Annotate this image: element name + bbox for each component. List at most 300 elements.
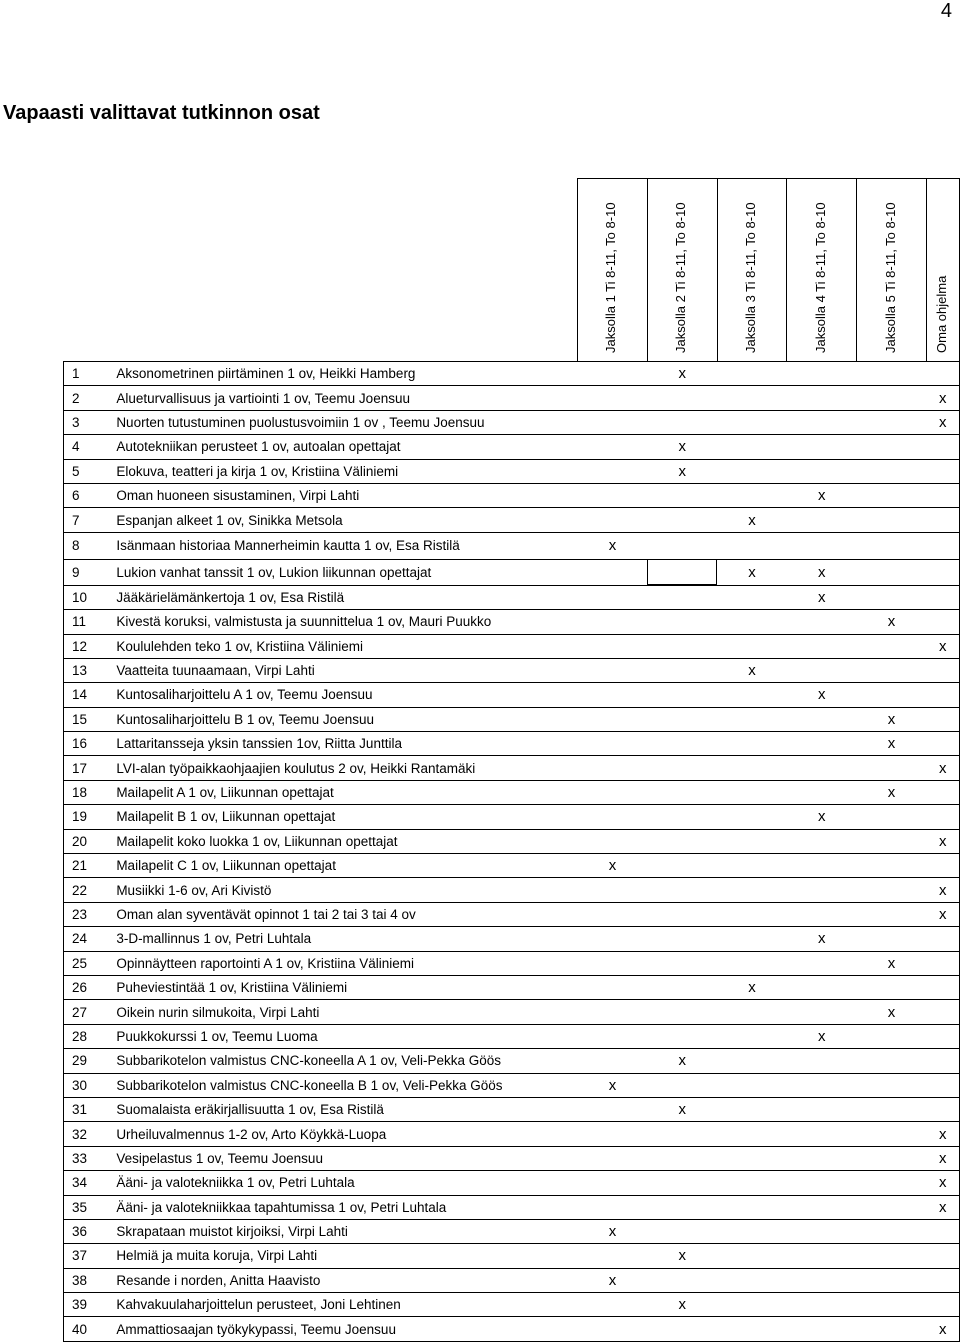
course-name: Musiikki 1-6 ov, Ari Kivistö — [108, 878, 577, 902]
mark-cell-period-4 — [787, 459, 857, 483]
mark-cell-period-2: x — [647, 459, 717, 483]
mark-cell-period-3 — [717, 756, 787, 780]
row-number: 18 — [64, 780, 109, 804]
mark-cell-period-1 — [578, 1195, 648, 1219]
table-row — [64, 1171, 960, 1195]
mark-cell-period-3 — [717, 829, 787, 853]
mark-cell-period-5 — [857, 658, 927, 682]
mark-cell-period-2 — [647, 756, 717, 780]
row-number: 7 — [64, 508, 109, 532]
mark-cell-period-2 — [647, 1146, 717, 1170]
course-name: Jääkärielämänkertoja 1 ov, Esa Ristilä — [108, 585, 577, 609]
table-row — [64, 707, 960, 731]
mark-cell-period-4 — [787, 1049, 857, 1073]
row-number: 17 — [64, 756, 109, 780]
mark-cell-period-6 — [926, 459, 959, 483]
table-row — [64, 780, 960, 804]
mark-cell-period-2 — [647, 829, 717, 853]
mark-cell-period-5 — [857, 1244, 927, 1268]
mark-cell-period-6 — [926, 780, 959, 804]
mark-cell-period-6 — [926, 610, 959, 634]
row-number: 1 — [64, 362, 109, 386]
mark-cell-period-6 — [926, 1000, 959, 1024]
mark-cell-period-5 — [857, 975, 927, 999]
mark-cell-period-4 — [787, 707, 857, 731]
mark-cell-period-1 — [578, 386, 648, 410]
header-blank-number — [64, 179, 109, 362]
mark-cell-period-5 — [857, 805, 927, 829]
row-number: 19 — [64, 805, 109, 829]
mark-cell-period-5 — [857, 927, 927, 951]
mark-cell-period-2 — [647, 483, 717, 507]
course-name: LVI-alan työpaikkaohjaajien koulutus 2 ov, Heikki Rantamäki — [108, 756, 577, 780]
row-number: 9 — [64, 559, 109, 585]
row-number: 20 — [64, 829, 109, 853]
mark-cell-period-6: x — [926, 410, 959, 434]
mark-cell-period-4 — [787, 1122, 857, 1146]
mark-cell-period-5: x — [857, 951, 927, 975]
mark-cell-period-5 — [857, 532, 927, 559]
course-name: Subbarikotelon valmistus CNC-koneella A 1 ov, Veli-Pekka Göös — [108, 1049, 577, 1073]
mark-cell-period-5: x — [857, 707, 927, 731]
mark-cell-period-1 — [578, 410, 648, 434]
mark-cell-period-4 — [787, 1268, 857, 1292]
mark-cell-period-4 — [787, 508, 857, 532]
course-name: Skrapataan muistot kirjoiksi, Virpi Lahti — [108, 1219, 577, 1243]
course-name: Koululehden teko 1 ov, Kristiina Väliniemi — [108, 634, 577, 658]
mark-cell-period-6 — [926, 508, 959, 532]
row-number: 34 — [64, 1171, 109, 1195]
mark-cell-period-1 — [578, 459, 648, 483]
page-title: Vapaasti valittavat tutkinnon osat — [3, 102, 320, 124]
mark-cell-period-6 — [926, 559, 959, 585]
course-name: Kuntosaliharjoittelu B 1 ov, Teemu Joensuu — [108, 707, 577, 731]
mark-cell-period-4 — [787, 1244, 857, 1268]
mark-cell-period-1 — [578, 1317, 648, 1341]
course-name: 3-D-mallinnus 1 ov, Petri Luhtala — [108, 927, 577, 951]
mark-cell-period-1 — [578, 362, 648, 386]
mark-cell-period-6: x — [926, 1195, 959, 1219]
mark-cell-period-4 — [787, 362, 857, 386]
mark-cell-period-1: x — [578, 1219, 648, 1243]
row-number: 33 — [64, 1146, 109, 1170]
mark-cell-period-4 — [787, 780, 857, 804]
mark-cell-period-3 — [717, 1219, 787, 1243]
mark-cell-period-1 — [578, 1000, 648, 1024]
course-name: Lattaritansseja yksin tanssien 1ov, Riitta Junttila — [108, 732, 577, 756]
mark-cell-period-2 — [647, 683, 717, 707]
mark-cell-period-4 — [787, 435, 857, 459]
mark-cell-period-1: x — [578, 1268, 648, 1292]
mark-cell-period-5 — [857, 854, 927, 878]
table-row — [64, 878, 960, 902]
row-number: 28 — [64, 1024, 109, 1048]
mark-cell-period-4 — [787, 1000, 857, 1024]
mark-cell-period-4 — [787, 610, 857, 634]
table-row — [64, 1219, 960, 1243]
row-number: 12 — [64, 634, 109, 658]
header-row — [64, 179, 960, 362]
mark-cell-period-1 — [578, 1293, 648, 1317]
mark-cell-period-1 — [578, 732, 648, 756]
mark-cell-period-4: x — [787, 1024, 857, 1048]
mark-cell-period-2 — [647, 1171, 717, 1195]
mark-cell-period-6 — [926, 532, 959, 559]
mark-cell-period-3 — [717, 1000, 787, 1024]
row-number: 30 — [64, 1073, 109, 1097]
course-name: Ammattiosaajan työkykypassi, Teemu Joensuu — [108, 1317, 577, 1341]
mark-cell-period-4 — [787, 975, 857, 999]
mark-cell-period-1 — [578, 1146, 648, 1170]
course-name: Subbarikotelon valmistus CNC-koneella B 1 ov, Veli-Pekka Göös — [108, 1073, 577, 1097]
course-name: Urheiluvalmennus 1-2 ov, Arto Köykkä-Luopa — [108, 1122, 577, 1146]
row-number: 27 — [64, 1000, 109, 1024]
course-name: Oman alan syventävät opinnot 1 tai 2 tai 3 tai 4 ov — [108, 902, 577, 926]
table-row — [64, 1000, 960, 1024]
page-number: 4 — [940, 0, 952, 22]
mark-cell-period-5: x — [857, 610, 927, 634]
mark-cell-period-2 — [647, 532, 717, 559]
mark-cell-period-3 — [717, 732, 787, 756]
course-schedule-table — [63, 178, 960, 1342]
mark-cell-period-5 — [857, 1146, 927, 1170]
row-number: 2 — [64, 386, 109, 410]
course-name: Puukkokurssi 1 ov, Teemu Luoma — [108, 1024, 577, 1048]
row-number: 24 — [64, 927, 109, 951]
mark-cell-period-1 — [578, 951, 648, 975]
mark-cell-period-6 — [926, 683, 959, 707]
mark-cell-period-5 — [857, 1293, 927, 1317]
mark-cell-period-5 — [857, 508, 927, 532]
mark-cell-period-6 — [926, 927, 959, 951]
column-header-period-2: Jaksolla 2 Ti 8-11, To 8-10 — [647, 179, 717, 362]
mark-cell-period-2 — [647, 1268, 717, 1292]
table-row — [64, 975, 960, 999]
mark-cell-period-4: x — [787, 683, 857, 707]
mark-cell-period-4: x — [787, 585, 857, 609]
mark-cell-period-6 — [926, 975, 959, 999]
course-name: Espanjan alkeet 1 ov, Sinikka Metsola — [108, 508, 577, 532]
mark-cell-period-4 — [787, 878, 857, 902]
mark-cell-period-1 — [578, 1122, 648, 1146]
table-row — [64, 1317, 960, 1341]
course-name: Ääni- ja valotekniikka 1 ov, Petri Luhtala — [108, 1171, 577, 1195]
mark-cell-period-5 — [857, 1097, 927, 1121]
mark-cell-period-6 — [926, 854, 959, 878]
table-row — [64, 483, 960, 507]
table-row — [64, 362, 960, 386]
mark-cell-period-6 — [926, 362, 959, 386]
row-number: 14 — [64, 683, 109, 707]
table-row — [64, 559, 960, 585]
course-name: Mailapelit A 1 ov, Liikunnan opettajat — [108, 780, 577, 804]
mark-cell-period-4 — [787, 634, 857, 658]
mark-cell-period-1 — [578, 585, 648, 609]
table-row — [64, 386, 960, 410]
mark-cell-period-5 — [857, 435, 927, 459]
mark-cell-period-5 — [857, 902, 927, 926]
mark-cell-period-6 — [926, 805, 959, 829]
mark-cell-period-1 — [578, 634, 648, 658]
mark-cell-period-3 — [717, 902, 787, 926]
mark-cell-period-4 — [787, 1171, 857, 1195]
table-row — [64, 532, 960, 559]
table-row — [64, 683, 960, 707]
row-number: 3 — [64, 410, 109, 434]
mark-cell-period-5 — [857, 1024, 927, 1048]
mark-cell-period-5 — [857, 1171, 927, 1195]
course-name: Isänmaan historiaa Mannerheimin kautta 1 ov, Esa Ristilä — [108, 532, 577, 559]
mark-cell-period-6: x — [926, 1317, 959, 1341]
mark-cell-period-5 — [857, 878, 927, 902]
mark-cell-period-3 — [717, 1268, 787, 1292]
mark-cell-period-5 — [857, 1122, 927, 1146]
mark-cell-period-3 — [717, 951, 787, 975]
mark-cell-period-4 — [787, 1146, 857, 1170]
table-row — [64, 829, 960, 853]
mark-cell-period-5: x — [857, 1000, 927, 1024]
mark-cell-period-3 — [717, 483, 787, 507]
mark-cell-period-3 — [717, 1049, 787, 1073]
mark-cell-period-2 — [647, 1000, 717, 1024]
mark-cell-period-4 — [787, 410, 857, 434]
mark-cell-period-3 — [717, 878, 787, 902]
mark-cell-period-5 — [857, 410, 927, 434]
header-blank-name — [108, 179, 577, 362]
course-name: Vesipelastus 1 ov, Teemu Joensuu — [108, 1146, 577, 1170]
mark-cell-period-4 — [787, 1195, 857, 1219]
mark-cell-period-5 — [857, 1219, 927, 1243]
mark-cell-period-2 — [647, 410, 717, 434]
mark-cell-period-6: x — [926, 902, 959, 926]
mark-cell-period-2 — [647, 975, 717, 999]
mark-cell-period-1 — [578, 878, 648, 902]
course-name: Mailapelit koko luokka 1 ov, Liikunnan opettajat — [108, 829, 577, 853]
row-number: 6 — [64, 483, 109, 507]
row-number: 25 — [64, 951, 109, 975]
course-name: Mailapelit C 1 ov, Liikunnan opettajat — [108, 854, 577, 878]
row-number: 15 — [64, 707, 109, 731]
mark-cell-period-3 — [717, 1244, 787, 1268]
mark-cell-period-1 — [578, 683, 648, 707]
course-name: Aksonometrinen piirtäminen 1 ov, Heikki Hamberg — [108, 362, 577, 386]
mark-cell-period-2 — [647, 854, 717, 878]
mark-cell-period-5 — [857, 634, 927, 658]
course-name: Oikein nurin silmukoita, Virpi Lahti — [108, 1000, 577, 1024]
mark-cell-period-2: x — [647, 435, 717, 459]
table-row — [64, 902, 960, 926]
mark-cell-period-2: x — [647, 1293, 717, 1317]
row-number: 23 — [64, 902, 109, 926]
mark-cell-period-1 — [578, 1171, 648, 1195]
column-header-period-5: Jaksolla 5 Ti 8-11, To 8-10 — [857, 179, 927, 362]
column-header-period-1: Jaksolla 1 Ti 8-11, To 8-10 — [578, 179, 648, 362]
mark-cell-period-3: x — [717, 508, 787, 532]
mark-cell-period-4 — [787, 658, 857, 682]
mark-cell-period-6 — [926, 1293, 959, 1317]
course-name: Kahvakuulaharjoittelun perusteet, Joni Lehtinen — [108, 1293, 577, 1317]
mark-cell-period-2 — [647, 585, 717, 609]
mark-cell-period-5 — [857, 756, 927, 780]
table-row — [64, 756, 960, 780]
mark-cell-period-3 — [717, 362, 787, 386]
mark-cell-period-6 — [926, 658, 959, 682]
mark-cell-period-6 — [926, 1024, 959, 1048]
table-row — [64, 410, 960, 434]
mark-cell-period-2 — [647, 1024, 717, 1048]
mark-cell-period-3: x — [717, 975, 787, 999]
row-number: 31 — [64, 1097, 109, 1121]
table-row — [64, 1293, 960, 1317]
table-row — [64, 1268, 960, 1292]
mark-cell-period-2 — [647, 1317, 717, 1341]
row-number: 36 — [64, 1219, 109, 1243]
course-name: Alueturvallisuus ja vartiointi 1 ov, Teemu Joensuu — [108, 386, 577, 410]
mark-cell-period-2 — [647, 559, 717, 585]
table-row — [64, 1195, 960, 1219]
course-name: Helmiä ja muita koruja, Virpi Lahti — [108, 1244, 577, 1268]
course-name: Oman huoneen sisustaminen, Virpi Lahti — [108, 483, 577, 507]
mark-cell-period-4 — [787, 829, 857, 853]
mark-cell-period-3 — [717, 683, 787, 707]
mark-cell-period-4 — [787, 732, 857, 756]
course-name: Mailapelit B 1 ov, Liikunnan opettajat — [108, 805, 577, 829]
mark-cell-period-2 — [647, 780, 717, 804]
mark-cell-period-5 — [857, 362, 927, 386]
mark-cell-period-3 — [717, 1073, 787, 1097]
course-name: Puheviestintää 1 ov, Kristiina Väliniemi — [108, 975, 577, 999]
mark-cell-period-2 — [647, 707, 717, 731]
mark-cell-period-3: x — [717, 559, 787, 585]
mark-cell-period-2 — [647, 508, 717, 532]
course-name: Kivestä koruksi, valmistusta ja suunnittelua 1 ov, Mauri Puukko — [108, 610, 577, 634]
mark-cell-period-1: x — [578, 532, 648, 559]
mark-cell-period-2 — [647, 927, 717, 951]
row-number: 13 — [64, 658, 109, 682]
course-name: Lukion vanhat tanssit 1 ov, Lukion liikunnan opettajat — [108, 559, 577, 585]
mark-cell-period-2 — [647, 805, 717, 829]
mark-cell-period-1 — [578, 902, 648, 926]
mark-cell-period-6 — [926, 1244, 959, 1268]
mark-cell-period-4 — [787, 532, 857, 559]
mark-cell-period-1 — [578, 1097, 648, 1121]
row-number: 37 — [64, 1244, 109, 1268]
mark-cell-period-3 — [717, 854, 787, 878]
row-number: 39 — [64, 1293, 109, 1317]
course-name: Opinnäytteen raportointi A 1 ov, Kristiina Väliniemi — [108, 951, 577, 975]
mark-cell-period-5 — [857, 1049, 927, 1073]
table-row — [64, 610, 960, 634]
mark-cell-period-3 — [717, 927, 787, 951]
mark-cell-period-1 — [578, 829, 648, 853]
mark-cell-period-2: x — [647, 362, 717, 386]
course-name: Autotekniikan perusteet 1 ov, autoalan opettajat — [108, 435, 577, 459]
mark-cell-period-4: x — [787, 483, 857, 507]
mark-cell-period-2 — [647, 386, 717, 410]
mark-cell-period-3 — [717, 1122, 787, 1146]
row-number: 21 — [64, 854, 109, 878]
table-row — [64, 459, 960, 483]
mark-cell-period-3 — [717, 1097, 787, 1121]
mark-cell-period-3 — [717, 585, 787, 609]
row-number: 26 — [64, 975, 109, 999]
mark-cell-period-4 — [787, 1293, 857, 1317]
mark-cell-period-6: x — [926, 386, 959, 410]
mark-cell-period-5 — [857, 585, 927, 609]
mark-cell-period-2 — [647, 1219, 717, 1243]
row-number: 16 — [64, 732, 109, 756]
mark-cell-period-1 — [578, 508, 648, 532]
mark-cell-period-6 — [926, 1097, 959, 1121]
table-body — [64, 362, 960, 1342]
mark-cell-period-1 — [578, 1244, 648, 1268]
mark-cell-period-6: x — [926, 1171, 959, 1195]
mark-cell-period-6 — [926, 1073, 959, 1097]
mark-cell-period-3 — [717, 1293, 787, 1317]
mark-cell-period-6 — [926, 1219, 959, 1243]
table-row — [64, 658, 960, 682]
mark-cell-period-1 — [578, 1024, 648, 1048]
mark-cell-period-6 — [926, 435, 959, 459]
mark-cell-period-6: x — [926, 1122, 959, 1146]
mark-cell-period-1 — [578, 780, 648, 804]
mark-cell-period-2 — [647, 1122, 717, 1146]
course-name: Kuntosaliharjoittelu A 1 ov, Teemu Joensuu — [108, 683, 577, 707]
mark-cell-period-3 — [717, 1024, 787, 1048]
mark-cell-period-1 — [578, 483, 648, 507]
mark-cell-period-5 — [857, 483, 927, 507]
row-number: 40 — [64, 1317, 109, 1341]
mark-cell-period-3 — [717, 707, 787, 731]
table-row — [64, 951, 960, 975]
mark-cell-period-3 — [717, 1317, 787, 1341]
mark-cell-period-4: x — [787, 927, 857, 951]
row-number: 29 — [64, 1049, 109, 1073]
mark-cell-period-1 — [578, 1049, 648, 1073]
course-name: Ääni- ja valotekniikkaa tapahtumissa 1 ov, Petri Luhtala — [108, 1195, 577, 1219]
mark-cell-period-4: x — [787, 559, 857, 585]
table-row — [64, 805, 960, 829]
row-number: 22 — [64, 878, 109, 902]
mark-cell-period-1 — [578, 975, 648, 999]
mark-cell-period-5 — [857, 829, 927, 853]
mark-cell-period-4 — [787, 854, 857, 878]
mark-cell-period-6: x — [926, 878, 959, 902]
course-name: Resande i norden, Anitta Haavisto — [108, 1268, 577, 1292]
mark-cell-period-2: x — [647, 1244, 717, 1268]
mark-cell-period-3 — [717, 386, 787, 410]
mark-cell-period-1 — [578, 707, 648, 731]
mark-cell-period-3 — [717, 1146, 787, 1170]
mark-cell-period-6 — [926, 1268, 959, 1292]
table-row — [64, 585, 960, 609]
column-header-period-3: Jaksolla 3 Ti 8-11, To 8-10 — [717, 179, 787, 362]
mark-cell-period-3 — [717, 1171, 787, 1195]
table-row — [64, 732, 960, 756]
mark-cell-period-6 — [926, 1049, 959, 1073]
mark-cell-period-3 — [717, 459, 787, 483]
mark-cell-period-1 — [578, 756, 648, 780]
mark-cell-period-3 — [717, 634, 787, 658]
mark-cell-period-3 — [717, 780, 787, 804]
table-row — [64, 508, 960, 532]
table-row — [64, 1122, 960, 1146]
mark-cell-period-5 — [857, 1317, 927, 1341]
mark-cell-period-3 — [717, 610, 787, 634]
mark-cell-period-5 — [857, 1268, 927, 1292]
mark-cell-period-6: x — [926, 756, 959, 780]
mark-cell-period-5 — [857, 559, 927, 585]
